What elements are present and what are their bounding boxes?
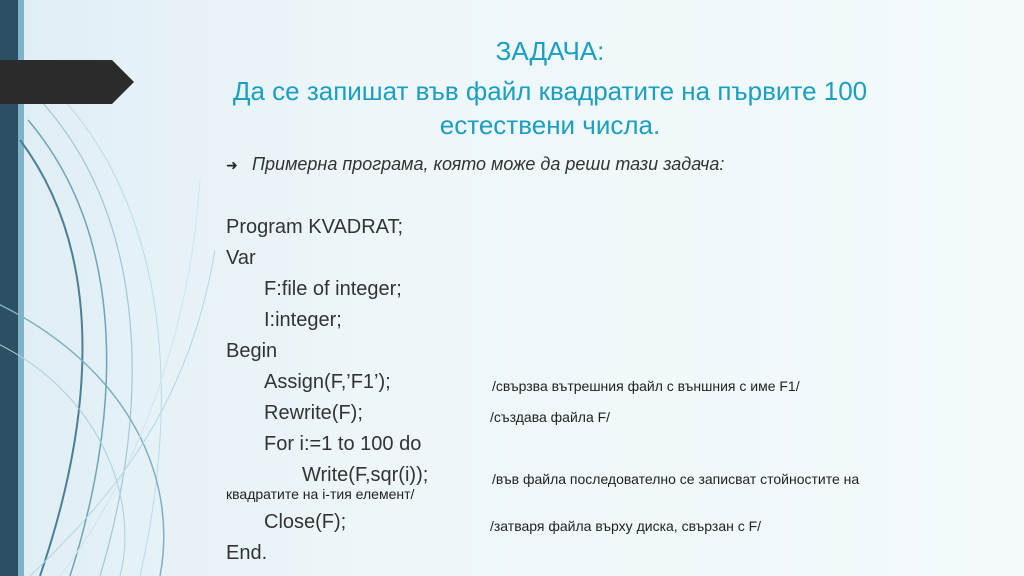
code-line-begin: Begin	[226, 340, 278, 362]
code-line-decl-f: F:file of integer;	[264, 278, 402, 300]
code-line-for: For i:=1 to 100 do	[264, 433, 422, 455]
title-line-2: Да се запишат във файл квадратите на първите 100	[232, 76, 868, 106]
code-line-var: Var	[226, 247, 256, 269]
code-line-end: End.	[226, 542, 268, 564]
code-comment-write: /във файла последователно се записват стойностите на	[492, 471, 860, 487]
code-line-rewrite: Rewrite(F);	[264, 402, 363, 424]
arrow-right-icon: ➜	[226, 157, 238, 173]
code-line-decl-i: I:integer;	[264, 309, 342, 331]
code-comment-write-cont: квадратите на i-тия елемент/	[226, 486, 415, 502]
bullet-text: Примерна програма, която може да реши тази задача:	[252, 154, 725, 174]
code-line-program: Program KVADRAT;	[226, 216, 404, 238]
code-comment-assign: /свързва вътрешния файл с външния с име F1/	[492, 378, 800, 394]
title-line-3: естествени числа.	[439, 110, 661, 140]
title-heading: ЗАДАЧА:	[495, 36, 605, 66]
code-line-assign: Assign(F,’F1’);	[264, 371, 391, 393]
code-comment-rewrite: /създава файла F/	[490, 409, 611, 425]
code-line-write: Write(F,sqr(i));	[302, 464, 429, 486]
title-arrow-shape	[0, 60, 134, 104]
code-comment-close: /затваря файла върху диска, свързан с F/	[490, 518, 762, 534]
code-line-close: Close(F);	[264, 511, 347, 533]
